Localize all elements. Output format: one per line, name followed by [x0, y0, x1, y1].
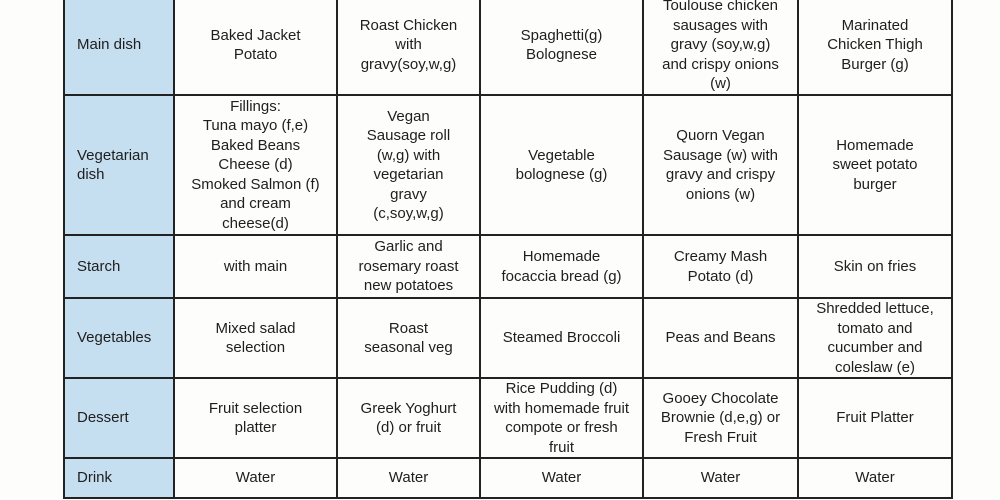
weekly-menu-table	[63, 0, 953, 499]
table-cell: Water	[798, 458, 952, 498]
row-header-main-dish: Main dish	[64, 0, 174, 95]
table-cell: Homemade sweet potato burger	[798, 95, 952, 235]
row-header-starch: Starch	[64, 235, 174, 298]
table-cell: Greek Yoghurt (d) or fruit	[337, 378, 480, 458]
table-row-vegetarian-dish	[64, 95, 952, 235]
table-cell: Mixed salad selection	[174, 298, 337, 378]
table-cell: Water	[337, 458, 480, 498]
table-cell: Water	[480, 458, 643, 498]
table-cell: Steamed Broccoli	[480, 298, 643, 378]
table-cell: Roast seasonal veg	[337, 298, 480, 378]
table-cell: Vegan Sausage roll (w,g) with vegetarian gravy (c,soy,w,g)	[337, 95, 480, 235]
table-cell: Gooey Chocolate Brownie (d,e,g) or Fresh Fruit	[643, 378, 798, 458]
table-cell: Homemade focaccia bread (g)	[480, 235, 643, 298]
table-cell: Quorn Vegan Sausage (w) with gravy and crispy onions (w)	[643, 95, 798, 235]
table-row-main-dish	[64, 0, 952, 95]
table-cell: Marinated Chicken Thigh Burger (g)	[798, 0, 952, 95]
table-cell: Garlic and rosemary roast new potatoes	[337, 235, 480, 298]
table-cell: Water	[643, 458, 798, 498]
table-cell: Fruit selection platter	[174, 378, 337, 458]
table-row-vegetables	[64, 298, 952, 378]
table-row-dessert	[64, 378, 952, 458]
row-header-vegetarian-dish: Vegetarian dish	[64, 95, 174, 235]
row-header-dessert: Dessert	[64, 378, 174, 458]
table-row-starch	[64, 235, 952, 298]
table-cell: Water	[174, 458, 337, 498]
table-cell: Baked Jacket Potato	[174, 0, 337, 95]
table-cell: Skin on fries	[798, 235, 952, 298]
table-cell: Spaghetti(g) Bolognese	[480, 0, 643, 95]
table-cell: Vegetable bolognese (g)	[480, 95, 643, 235]
row-header-drink: Drink	[64, 458, 174, 498]
table-cell: Toulouse chicken sausages with gravy (soy,w,g) and crispy onions (w)	[643, 0, 798, 95]
table-cell: Rice Pudding (d) with homemade fruit compote or fresh fruit	[480, 378, 643, 458]
table-cell: Shredded lettuce, tomato and cucumber and coleslaw (e)	[798, 298, 952, 378]
row-header-vegetables: Vegetables	[64, 298, 174, 378]
table-cell: with main	[174, 235, 337, 298]
table-cell: Fillings: Tuna mayo (f,e) Baked Beans Cheese (d) Smoked Salmon (f) and cream cheese(d)	[174, 95, 337, 235]
table-cell: Fruit Platter	[798, 378, 952, 458]
table-cell: Creamy Mash Potato (d)	[643, 235, 798, 298]
table-row-drink	[64, 458, 952, 498]
table-cell: Roast Chicken with gravy(soy,w,g)	[337, 0, 480, 95]
table-cell: Peas and Beans	[643, 298, 798, 378]
